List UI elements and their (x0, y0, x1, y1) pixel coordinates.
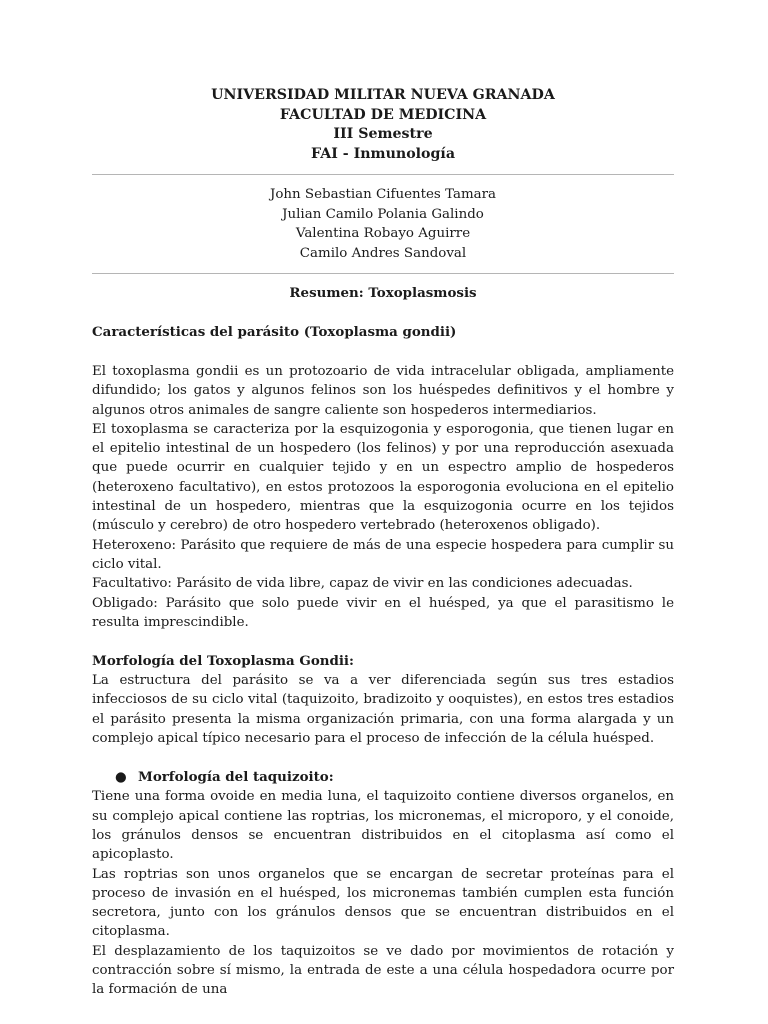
paragraph: Tiene una forma ovoide en media luna, el taquizoito contiene diversos organelos, en su complejo apical contiene las roptrias, los micronemas, el microporo, y el conoide, los gránulos densos se encuentran distribuidos en el citoplasma así como el apicoplasto. (92, 789, 674, 863)
university-name: UNIVERSIDAD MILITAR NUEVA GRANADA (211, 87, 555, 103)
summary-title: Resumen: Toxoplasmosis (289, 285, 477, 301)
paragraph: Facultativo: Parásito de vida libre, capaz de vivir en las condiciones adecuadas. (92, 576, 633, 592)
divider-top (92, 174, 674, 175)
course-name: FAI - Inmunología (310, 145, 456, 162)
bullet-icon: ● (115, 768, 127, 785)
document-header (92, 86, 674, 164)
paragraph: El toxoplasma se caracteriza por la esquizogonia y esporogonia, que tienen lugar en el epitelio intestinal de un hospedero (los felinos) y por una reproducción asexuada que puede ocurrir en cualquier tejido y en un espectro amplio de hospederos (heteroxeno facultativo), en estos protozoos la esporogonia evoluciona en el epitelio intestinal de un hospedero, mientras que la esquizogonia ocurre en los tejidos (músculo y cerebro) de otro hospedero vertebrado (heteroxenos obligado). (92, 421, 674, 534)
section-title-characteristics: Características del parásito (Toxoplasma gondii) (92, 324, 457, 340)
paragraph: El toxoplasma gondii es un protozoario de vida intracelular obligada, ampliamente difundido; los gatos y algunos felinos son los huéspedes definitivos y el hombre y algunos otros animales de sangre caliente son hospederos intermediarios. (92, 364, 674, 418)
author-name: Valentina Robayo Aguirre (295, 226, 471, 241)
semester: III Semestre (333, 126, 433, 142)
section-title-morphology: Morfología del Toxoplasma Gondii: (92, 652, 354, 669)
section-title-tachyzoite: Morfología del taquizoito: (138, 768, 334, 785)
paragraph: La estructura del parásito se va a ver diferenciada según sus tres estadios infecciosos de su ciclo vital (taquizoito, bradizoito y ooquistes), en estos tres estadios el parásito presenta la misma organización primaria, con una forma alargada y un complejo apical típico necesario para el proceso de infección de la célula huésped. (92, 673, 674, 747)
faculty-name: FACULTAD DE MEDICINA (279, 106, 487, 123)
paragraph: Heteroxeno: Parásito que requiere de más de una especie hospedera para cumplir su ciclo vital. (92, 537, 674, 572)
paragraph: El desplazamiento de los taquizoitos se ve dado por movimientos de rotación y contracción sobre sí mismo, la entrada de este a una célula hospedadora ocurre por la formación de una (92, 943, 674, 998)
paragraph: Obligado: Parásito que solo puede vivir en el huésped, ya que el parasitismo le resulta imprescindible. (92, 595, 674, 630)
author-list (92, 185, 674, 263)
author-name: Julian Camilo Polania Galindo (282, 206, 484, 222)
paragraph: Las roptrias son unos organelos que se encargan de secretar proteínas para el proceso de invasión en el huésped, los micronemas también cumplen esta función secretora, junto con los gránulos densos que se encuentran distribuidos en el citoplasma. (92, 866, 674, 940)
bullet-item-tachyzoite (92, 768, 674, 788)
author-name: John Sebastian Cifuentes Tamara (269, 187, 497, 202)
author-name: Camilo Andres Sandoval (299, 245, 467, 261)
divider-bottom (92, 273, 674, 274)
